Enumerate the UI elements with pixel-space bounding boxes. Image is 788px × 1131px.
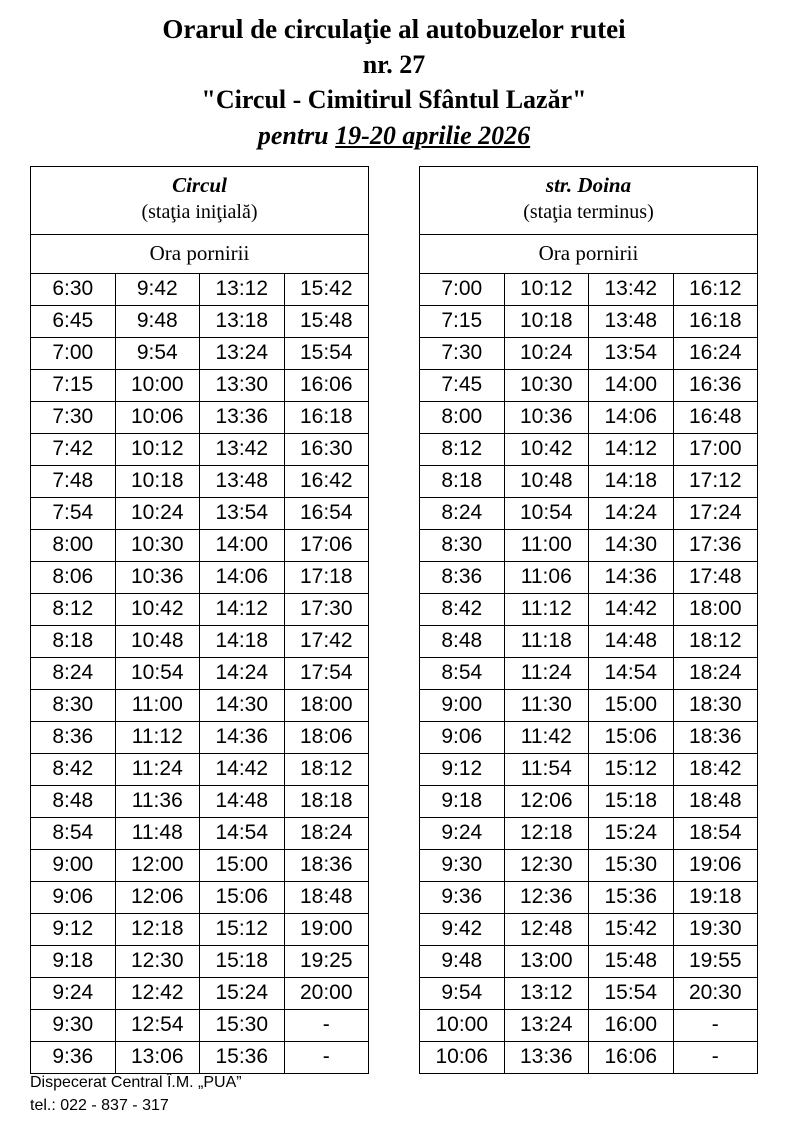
time-cell: 9:06	[420, 721, 505, 753]
table-row	[420, 497, 758, 529]
time-cell: 10:18	[115, 465, 200, 497]
time-cell: 7:45	[420, 369, 505, 401]
station-subtitle: (staţia iniţială)	[141, 201, 258, 224]
time-cell: 9:12	[420, 753, 505, 785]
time-cell: 10:36	[504, 401, 589, 433]
time-cell: 14:36	[589, 561, 674, 593]
time-cell: 15:12	[589, 753, 674, 785]
time-cell: 12:36	[504, 881, 589, 913]
time-cell: 17:42	[284, 625, 369, 657]
time-cell: 13:48	[200, 465, 285, 497]
table-row	[420, 849, 758, 881]
time-cell: 14:54	[200, 817, 285, 849]
time-cell: 11:54	[504, 753, 589, 785]
time-cell: 16:00	[589, 1009, 674, 1041]
table-row	[31, 433, 369, 465]
footer-contact	[30, 1071, 242, 1117]
time-cell: 11:06	[504, 561, 589, 593]
time-cell: 15:42	[589, 913, 674, 945]
time-cell: 15:36	[589, 881, 674, 913]
time-cell: 10:36	[115, 561, 200, 593]
table-row	[31, 593, 369, 625]
time-cell: 11:48	[115, 817, 200, 849]
time-cell: 11:00	[504, 529, 589, 561]
time-cell: 8:36	[420, 561, 505, 593]
timetable-columns	[30, 166, 758, 1074]
time-cell: 12:18	[115, 913, 200, 945]
time-cell: 12:06	[504, 785, 589, 817]
time-cell: 16:36	[673, 369, 758, 401]
time-cell: 8:54	[31, 817, 116, 849]
time-cell: 14:54	[589, 657, 674, 689]
time-cell: 15:00	[589, 689, 674, 721]
time-cell: -	[673, 1009, 758, 1041]
time-cell: 15:36	[200, 1041, 285, 1073]
table-row	[420, 753, 758, 785]
table-row	[31, 529, 369, 561]
table-row	[31, 305, 369, 337]
time-cell: 12:30	[504, 849, 589, 881]
time-cell: 8:42	[420, 593, 505, 625]
time-cell: 15:24	[200, 977, 285, 1009]
time-cell: 18:18	[284, 785, 369, 817]
time-cell: 10:00	[115, 369, 200, 401]
time-cell: 15:24	[589, 817, 674, 849]
table-row	[420, 881, 758, 913]
table-row	[31, 945, 369, 977]
time-cell: 18:24	[673, 657, 758, 689]
time-cell: 20:30	[673, 977, 758, 1009]
time-cell: 16:30	[284, 433, 369, 465]
table-head-row	[420, 166, 758, 234]
time-cell: 7:42	[31, 433, 116, 465]
table-subhead-row	[420, 234, 758, 273]
time-cell: 7:48	[31, 465, 116, 497]
time-cell: 17:30	[284, 593, 369, 625]
time-cell: 14:18	[589, 465, 674, 497]
time-cell: 14:06	[589, 401, 674, 433]
time-cell: 15:48	[589, 945, 674, 977]
table-row	[31, 1041, 369, 1073]
time-cell: 16:06	[284, 369, 369, 401]
time-cell: 13:42	[200, 433, 285, 465]
time-cell: 9:36	[31, 1041, 116, 1073]
time-cell: 10:30	[115, 529, 200, 561]
table-row	[31, 881, 369, 913]
time-cell: 13:36	[504, 1041, 589, 1073]
time-cell: 8:06	[31, 561, 116, 593]
time-cell: 13:54	[200, 497, 285, 529]
table-row	[420, 465, 758, 497]
time-cell: 11:00	[115, 689, 200, 721]
table-row	[420, 529, 758, 561]
time-cell: 8:18	[31, 625, 116, 657]
time-cell: 14:30	[200, 689, 285, 721]
time-cell: 19:18	[673, 881, 758, 913]
table-row	[420, 401, 758, 433]
table-row	[31, 273, 369, 305]
time-cell: 16:12	[673, 273, 758, 305]
time-cell: 9:00	[420, 689, 505, 721]
time-cell: 10:48	[115, 625, 200, 657]
time-cell: 11:42	[504, 721, 589, 753]
table-row	[31, 689, 369, 721]
table-row	[420, 689, 758, 721]
time-cell: 9:48	[420, 945, 505, 977]
time-cell: 10:06	[115, 401, 200, 433]
time-cell: 7:15	[420, 305, 505, 337]
time-cell: 10:42	[115, 593, 200, 625]
time-cell: 11:36	[115, 785, 200, 817]
table-row	[420, 305, 758, 337]
time-cell: 11:30	[504, 689, 589, 721]
time-cell: 8:30	[420, 529, 505, 561]
period-prefix: pentru	[257, 121, 329, 151]
departure-header-right: Ora pornirii	[420, 234, 758, 273]
table-row	[420, 721, 758, 753]
time-cell: 8:54	[420, 657, 505, 689]
time-cell: 16:18	[673, 305, 758, 337]
time-cell: 11:18	[504, 625, 589, 657]
time-cell: 6:45	[31, 305, 116, 337]
timetable-left	[30, 166, 369, 1074]
time-cell: 17:00	[673, 433, 758, 465]
time-cell: 12:42	[115, 977, 200, 1009]
time-cell: 9:42	[420, 913, 505, 945]
time-cell: 9:24	[31, 977, 116, 1009]
time-cell: 11:12	[115, 721, 200, 753]
table-row	[31, 1009, 369, 1041]
departure-header-left: Ora pornirii	[31, 234, 369, 273]
table-row	[31, 497, 369, 529]
time-cell: 11:12	[504, 593, 589, 625]
table-row	[31, 817, 369, 849]
time-cell: 17:18	[284, 561, 369, 593]
table-row	[420, 913, 758, 945]
time-cell: 13:18	[200, 305, 285, 337]
time-cell: 17:12	[673, 465, 758, 497]
time-cell: 17:24	[673, 497, 758, 529]
time-cell: 14:12	[589, 433, 674, 465]
time-cell: -	[284, 1009, 369, 1041]
table-row	[420, 1009, 758, 1041]
table-row	[420, 593, 758, 625]
time-cell: 17:36	[673, 529, 758, 561]
time-cell: 19:25	[284, 945, 369, 977]
time-cell: 13:54	[589, 337, 674, 369]
time-cell: 10:00	[420, 1009, 505, 1041]
time-cell: 6:30	[31, 273, 116, 305]
time-cell: 10:24	[115, 497, 200, 529]
time-cell: 13:42	[589, 273, 674, 305]
time-cell: 19:00	[284, 913, 369, 945]
time-cell: 8:48	[420, 625, 505, 657]
time-cell: 15:18	[200, 945, 285, 977]
time-cell: 13:30	[200, 369, 285, 401]
time-cell: 15:18	[589, 785, 674, 817]
time-cell: 10:12	[115, 433, 200, 465]
time-cell: 13:36	[200, 401, 285, 433]
time-cell: 14:06	[200, 561, 285, 593]
time-cell: 18:00	[284, 689, 369, 721]
time-cell: 8:00	[420, 401, 505, 433]
schedule-table-right	[419, 166, 758, 1074]
table-row	[420, 561, 758, 593]
time-cell: 8:24	[420, 497, 505, 529]
time-cell: 7:30	[31, 401, 116, 433]
time-cell: 15:54	[589, 977, 674, 1009]
time-cell: 15:54	[284, 337, 369, 369]
time-cell: 10:18	[504, 305, 589, 337]
time-cell: 13:24	[200, 337, 285, 369]
time-cell: 14:18	[200, 625, 285, 657]
time-cell: 12:00	[115, 849, 200, 881]
table-row	[31, 337, 369, 369]
time-cell: 12:30	[115, 945, 200, 977]
table-row	[31, 753, 369, 785]
time-cell: 8:30	[31, 689, 116, 721]
time-cell: 15:30	[589, 849, 674, 881]
time-cell: 8:12	[420, 433, 505, 465]
time-cell: 14:00	[200, 529, 285, 561]
table-row	[31, 849, 369, 881]
table-row	[420, 817, 758, 849]
table-row	[420, 1041, 758, 1073]
title-line-route: Orarul de circulaţie al autobuzelor rutei	[162, 14, 626, 44]
time-cell: 19:06	[673, 849, 758, 881]
time-cell: 16:42	[284, 465, 369, 497]
time-cell: 8:42	[31, 753, 116, 785]
time-cell: 15:48	[284, 305, 369, 337]
table-row	[420, 273, 758, 305]
time-cell: 10:54	[504, 497, 589, 529]
time-cell: 16:48	[673, 401, 758, 433]
timetable-right	[419, 166, 758, 1074]
time-cell: 9:24	[420, 817, 505, 849]
table-row	[420, 433, 758, 465]
time-cell: 14:24	[589, 497, 674, 529]
table-row	[420, 625, 758, 657]
time-cell: 13:00	[504, 945, 589, 977]
time-cell: 18:30	[673, 689, 758, 721]
time-cell: 8:12	[31, 593, 116, 625]
table-row	[31, 913, 369, 945]
time-cell: 14:42	[589, 593, 674, 625]
table-row	[31, 401, 369, 433]
time-cell: 16:54	[284, 497, 369, 529]
time-cell: 14:30	[589, 529, 674, 561]
table-row	[31, 561, 369, 593]
time-cell: 14:24	[200, 657, 285, 689]
time-cell: 12:48	[504, 913, 589, 945]
time-cell: 14:00	[589, 369, 674, 401]
time-cell: 9:36	[420, 881, 505, 913]
table-row	[31, 721, 369, 753]
time-cell: 16:24	[673, 337, 758, 369]
table-row	[31, 369, 369, 401]
table-row	[420, 337, 758, 369]
time-cell: 18:54	[673, 817, 758, 849]
time-cell: 7:00	[420, 273, 505, 305]
time-cell: 17:06	[284, 529, 369, 561]
time-cell: 14:42	[200, 753, 285, 785]
station-name: Circul	[172, 172, 227, 197]
time-cell: 12:06	[115, 881, 200, 913]
table-row	[420, 369, 758, 401]
time-cell: 13:06	[115, 1041, 200, 1073]
time-cell: 18:48	[284, 881, 369, 913]
station-header-right	[420, 166, 758, 234]
time-cell: 10:06	[420, 1041, 505, 1073]
time-cell: 10:30	[504, 369, 589, 401]
time-cell: 9:18	[420, 785, 505, 817]
time-cell: 18:00	[673, 593, 758, 625]
time-cell: 15:30	[200, 1009, 285, 1041]
time-cell: 15:00	[200, 849, 285, 881]
time-cell: 7:00	[31, 337, 116, 369]
station-header-left	[31, 166, 369, 234]
time-cell: 13:12	[200, 273, 285, 305]
table-row	[31, 977, 369, 1009]
table-row	[420, 977, 758, 1009]
time-cell: 13:24	[504, 1009, 589, 1041]
table-row	[420, 945, 758, 977]
time-cell: 12:18	[504, 817, 589, 849]
table-row	[31, 625, 369, 657]
time-cell: 19:55	[673, 945, 758, 977]
time-cell: 16:18	[284, 401, 369, 433]
time-cell: 7:30	[420, 337, 505, 369]
table-row	[31, 785, 369, 817]
time-cell: 14:48	[200, 785, 285, 817]
time-cell: 18:36	[673, 721, 758, 753]
table-subhead-row	[31, 234, 369, 273]
page-title	[30, 14, 758, 152]
time-cell: 9:42	[115, 273, 200, 305]
time-cell: 8:48	[31, 785, 116, 817]
time-cell: 15:12	[200, 913, 285, 945]
period-date: 19-20 aprilie 2026	[335, 121, 531, 151]
time-cell: 9:54	[115, 337, 200, 369]
time-cell: 17:48	[673, 561, 758, 593]
time-cell: 9:48	[115, 305, 200, 337]
footer-phone: tel.: 022 - 837 - 317	[30, 1096, 169, 1114]
time-cell: 12:54	[115, 1009, 200, 1041]
time-cell: 20:00	[284, 977, 369, 1009]
table-row	[420, 785, 758, 817]
time-cell: 10:54	[115, 657, 200, 689]
time-cell: 9:00	[31, 849, 116, 881]
time-cell: -	[284, 1041, 369, 1073]
time-cell: 18:48	[673, 785, 758, 817]
time-cell: 14:48	[589, 625, 674, 657]
time-cell: 13:12	[504, 977, 589, 1009]
time-cell: 18:12	[673, 625, 758, 657]
station-subtitle: (staţia terminus)	[523, 201, 654, 224]
time-cell: 18:12	[284, 753, 369, 785]
time-cell: 8:00	[31, 529, 116, 561]
time-cell: 15:06	[589, 721, 674, 753]
time-cell: 10:42	[504, 433, 589, 465]
time-cell: 15:06	[200, 881, 285, 913]
table-row	[31, 465, 369, 497]
title-line-number: nr. 27	[362, 49, 426, 79]
title-line-period	[30, 121, 758, 152]
time-cell: 9:12	[31, 913, 116, 945]
footer-dispatcher: Dispecerat Central Î.M. „PUA”	[30, 1073, 242, 1091]
time-cell: 9:30	[420, 849, 505, 881]
time-cell: 11:24	[115, 753, 200, 785]
title-line-endpoints: "Circul - Cimitirul Sfântul Lazăr"	[201, 84, 587, 114]
time-cell: 10:12	[504, 273, 589, 305]
time-cell: 15:42	[284, 273, 369, 305]
time-cell: 17:54	[284, 657, 369, 689]
time-cell: 10:24	[504, 337, 589, 369]
time-cell: 13:48	[589, 305, 674, 337]
time-cell: 18:06	[284, 721, 369, 753]
time-cell: 8:18	[420, 465, 505, 497]
time-cell: 9:18	[31, 945, 116, 977]
time-cell: 14:12	[200, 593, 285, 625]
time-cell: 18:42	[673, 753, 758, 785]
time-cell: 18:36	[284, 849, 369, 881]
time-cell: 7:54	[31, 497, 116, 529]
time-cell: 10:48	[504, 465, 589, 497]
table-head-row	[31, 166, 369, 234]
time-cell: 8:36	[31, 721, 116, 753]
time-cell: 16:06	[589, 1041, 674, 1073]
schedule-table-left	[30, 166, 369, 1074]
station-name: str. Doina	[545, 172, 632, 197]
time-cell: 9:30	[31, 1009, 116, 1041]
time-cell: 18:24	[284, 817, 369, 849]
time-cell: 9:06	[31, 881, 116, 913]
table-row	[420, 657, 758, 689]
time-cell: 8:24	[31, 657, 116, 689]
time-cell: -	[673, 1041, 758, 1073]
time-cell: 14:36	[200, 721, 285, 753]
time-cell: 7:15	[31, 369, 116, 401]
time-cell: 19:30	[673, 913, 758, 945]
table-row	[31, 657, 369, 689]
time-cell: 9:54	[420, 977, 505, 1009]
time-cell: 11:24	[504, 657, 589, 689]
